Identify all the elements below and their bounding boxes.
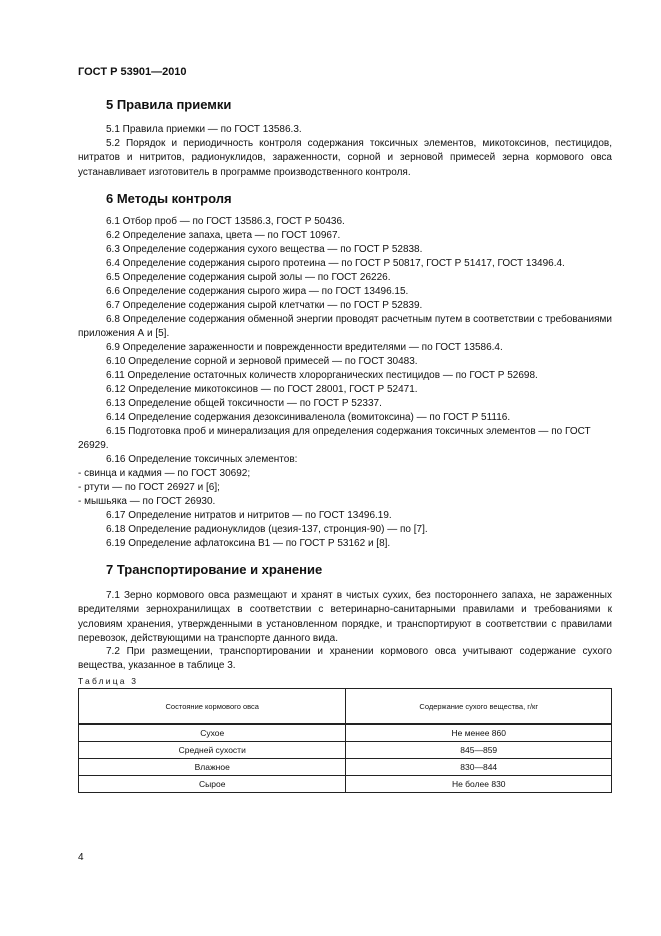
table-cell: Сухое [79, 724, 346, 742]
item-6-17: 6.17 Определение нитратов и нитритов — по ГОСТ 13496.19. [106, 510, 392, 521]
table-row [79, 742, 612, 759]
table-header-row [79, 689, 612, 725]
item-5-2: 5.2 Порядок и периодичность контроля содержания токсичных элементов, микотоксинов, пестицидов, нитратов и нитритов, радионуклидов, зараженности, сорной и зерновой примесей зерна кормового овса устанавливает изготовитель в программе производственного контроля. [78, 138, 612, 178]
table-cell: 845—859 [346, 742, 612, 759]
item-6-18: 6.18 Определение радионуклидов (цезия-137, стронция-90) — по [7]. [106, 524, 428, 535]
item-6-16-lead: - свинца и кадмия — по ГОСТ 30692; [78, 468, 251, 479]
item-6-10: 6.10 Определение сорной и зерновой примесей — по ГОСТ 30483. [106, 356, 418, 367]
table-row [79, 759, 612, 776]
table-header-state: Состояние кормового овса [79, 689, 346, 725]
table-3 [78, 688, 612, 793]
section-5-title: 5 Правила приемки [106, 97, 232, 112]
table-cell: Средней сухости [79, 742, 346, 759]
item-6-5: 6.5 Определение содержания сырой золы — по ГОСТ 26226. [106, 272, 391, 283]
table-cell: 830—844 [346, 759, 612, 776]
item-6-15: 6.15 Подготовка проб и минерализация для определения содержания токсичных элементов — по ГОСТ 26929. [78, 426, 591, 452]
table-caption: Таблица 3 [78, 676, 139, 686]
item-6-9: 6.9 Определение зараженности и поврежденности вредителями — по ГОСТ 13586.4. [106, 342, 503, 353]
item-6-13: 6.13 Определение общей токсичности — по ГОСТ Р 52337. [106, 398, 382, 409]
table-row [79, 776, 612, 793]
item-6-16-arsenic: - мышьяка — по ГОСТ 26930. [78, 496, 216, 507]
item-6-11: 6.11 Определение остаточных количеств хлорорганических пестицидов — по ГОСТ Р 52698. [106, 370, 538, 381]
table-cell: Не менее 860 [346, 724, 612, 742]
item-6-4: 6.4 Определение содержания сырого протеина — по ГОСТ Р 50817, ГОСТ Р 51417, ГОСТ 13496.4. [106, 258, 565, 269]
section-6-title: 6 Методы контроля [106, 191, 232, 206]
table-cell: Влажное [79, 759, 346, 776]
item-6-16-mercury: - ртути — по ГОСТ 26927 и [6]; [78, 482, 220, 493]
item-6-2: 6.2 Определение запаха, цвета — по ГОСТ 10967. [106, 230, 341, 241]
document-code: ГОСТ Р 53901—2010 [78, 66, 187, 78]
item-6-8: 6.8 Определение содержания обменной энергии проводят расчетным путем в соответствии с требованиями приложения А и [5]. [78, 314, 612, 340]
table-header-dry-matter: Содержание сухого вещества, г/кг [346, 689, 612, 725]
table-cell: Сырое [79, 776, 346, 793]
section-7-title: 7 Транспортирование и хранение [106, 562, 323, 577]
item-6-6: 6.6 Определение содержания сырого жира — по ГОСТ 13496.15. [106, 286, 409, 297]
item-6-12: 6.12 Определение микотоксинов — по ГОСТ 28001, ГОСТ Р 52471. [106, 384, 418, 395]
table-cell: Не более 830 [346, 776, 612, 793]
table-row [79, 724, 612, 742]
item-6-3: 6.3 Определение содержания сухого вещества — по ГОСТ Р 52838. [106, 244, 423, 255]
item-6-1: 6.1 Отбор проб — по ГОСТ 13586.3, ГОСТ Р 50436. [106, 216, 345, 227]
item-6-14: 6.14 Определение содержания дезоксиниваленола (вомитоксина) — по ГОСТ Р 51116. [106, 412, 511, 423]
item-6-19: 6.19 Определение афлатоксина В1 — по ГОСТ Р 53162 и [8]. [106, 538, 391, 549]
page-number: 4 [78, 852, 84, 863]
item-5-1: 5.1 Правила приемки — по ГОСТ 13586.3. [106, 124, 302, 135]
item-6-7: 6.7 Определение содержания сырой клетчатки — по ГОСТ Р 52839. [106, 300, 423, 311]
item-7-2: 7.2 При размещении, транспортировании и хранении кормового овса учитывают содержание сухого вещества, указанное в таблице 3. [78, 646, 612, 672]
item-6-16: 6.16 Определение токсичных элементов: [106, 454, 298, 465]
item-7-1: 7.1 Зерно кормового овса размещают и хранят в чистых сухих, без постороннего запаха, не зараженных вредителями зернохранилищах в соответствии с ветеринарно-санитарными правилами и требованиями к условиям хранения, утвержденными в установленном порядке, и транспортируют в соответствии с правилами перевозок, действующими на транспорте данного вида. [78, 590, 612, 644]
